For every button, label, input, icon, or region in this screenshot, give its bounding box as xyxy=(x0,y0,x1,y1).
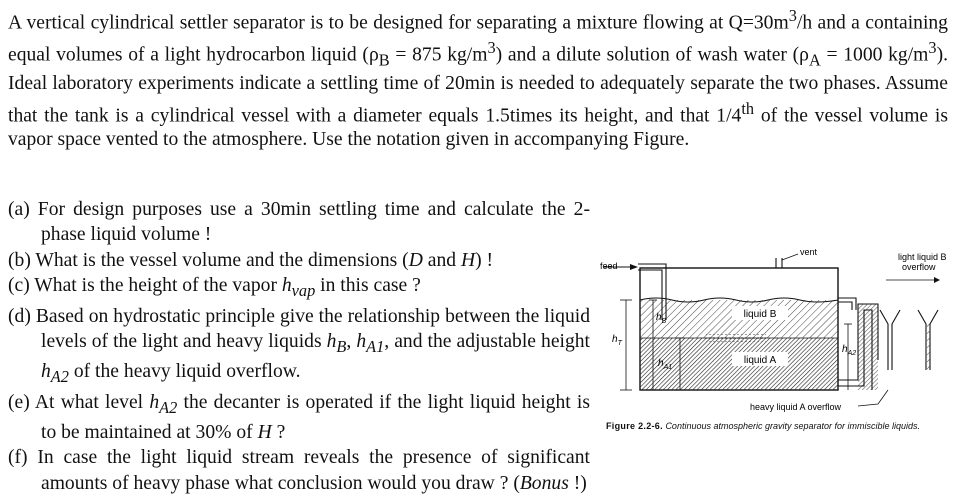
problem-intro: A vertical cylindrical settler separator is to be designed for separating a mixture flowing at $Q=30m^3/h$ and a containing equal volumes of a light hydrocarbon liquid ($\rho_B = 875$ $kg/m^3$) and a dilute solution of wash water ($\rho_A = 1000$ $kg/m^3$). Ideal laboratory experiments indicate a settling time of 20min is needed to adequately separate the two phases. Assume that the tank is a cylindrical vessel with a diameter equals 1.5times its height, and that 1/4th of the vessel volume is vapor space vented to the atmosphere. Use the notation given in accompanying Figure. xyxy=(8,6,948,151)
question-e: (e) At what level $h_{A2}$ the decanter is operated if the light liquid height is to be maintained at 30% of H ? xyxy=(8,391,590,443)
light-overflow-label-1: light liquid B xyxy=(898,252,947,262)
question-c: (c) What is the height of the vapor $h_{vap}$ in this case ? xyxy=(8,275,421,301)
heavy-overflow-funnel xyxy=(880,310,900,370)
liquid-b-label: liquid B xyxy=(743,309,777,320)
heavy-overflow-pointer xyxy=(858,390,888,406)
figure-caption xyxy=(606,421,946,431)
figure-caption-title: Continuous atmospheric gravity separator for immiscible liquids. xyxy=(665,421,921,431)
question-b: (b) What is the vessel volume and the dimensions (D and H) ! xyxy=(8,249,494,271)
question-f: (f) In case the light liquid stream reveals the presence of significant amounts of heavy phase what conclusion would you draw ? (Bonus !) xyxy=(8,447,590,494)
h-a2-label: $h_{A2}$ xyxy=(842,344,857,357)
heavy-overflow-label: heavy liquid A overflow xyxy=(750,402,842,412)
h-a1-label: $h_{A1}$ xyxy=(658,358,673,371)
light-overflow-pipe xyxy=(838,298,856,310)
question-a: (a) For design purposes use a 30min settling time and calculate the 2-phase liquid volume ! xyxy=(8,199,590,246)
figure-caption-label: Figure 2.2-6. xyxy=(606,421,663,431)
separator-diagram xyxy=(596,240,948,440)
vent-label: vent xyxy=(800,247,818,257)
liquid-a-label: liquid A xyxy=(743,355,777,366)
separator-figure xyxy=(596,240,948,440)
h-t-label: $h_T$ xyxy=(612,334,622,347)
feed-label: feed xyxy=(600,261,618,271)
question-d: (d) Based on hydrostatic principle give the relationship between the liquid levels of the light and heavy liquids $h_B$, $h_{A1}$, and the adjustable height $h_{A2}$ of the heavy liquid overflow. xyxy=(8,305,590,387)
vent-pipe xyxy=(776,258,782,268)
h-b-label: $h_B$ xyxy=(656,312,667,325)
light-overflow-label-2: overflow xyxy=(902,262,936,272)
problem-statement xyxy=(8,4,948,153)
question-list xyxy=(8,197,590,496)
